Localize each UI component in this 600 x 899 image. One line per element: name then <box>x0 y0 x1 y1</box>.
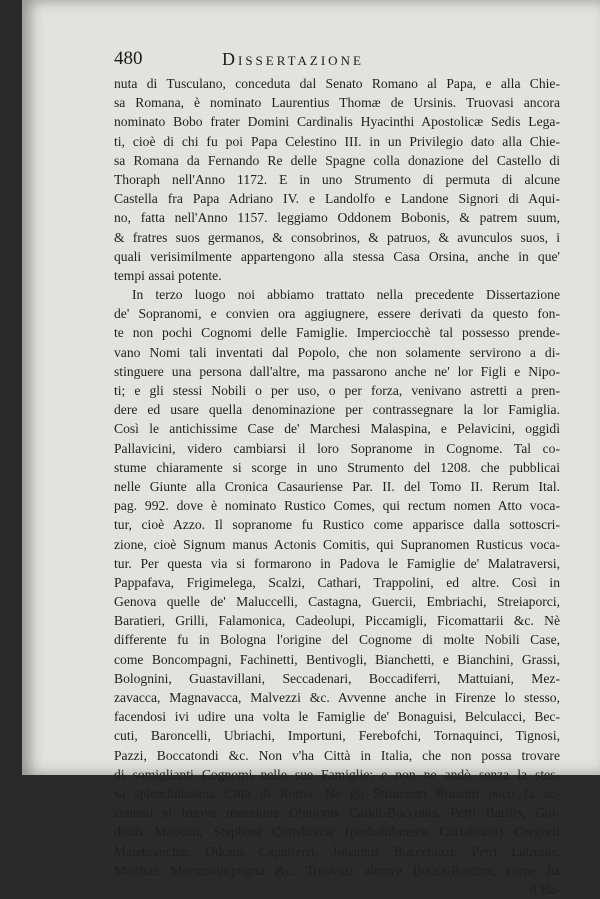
text-line: quali verisimilmente appartengono alla stessa Casa Orsina, anche in que' <box>114 248 560 264</box>
text-line: tur, cioè Azzo. Il sopranome fu Rustico come apparisce dalla sottoscri- <box>114 517 560 533</box>
text-line: facendosi ivi udire una volta le Famiglie de' Bonaguisi, Belculacci, Bec- <box>114 709 560 725</box>
text-line: tempi assai potente. <box>114 267 222 283</box>
text-line: sa Romana, è nominato Laurentius Thomæ de Ursinis. Truovasi ancora <box>114 95 560 111</box>
text-line: Thoraph nell'Anno 1172. E in uno Strumento di permuta di alcune <box>114 171 560 187</box>
text-line: Genova quelle de' Maluccelli, Castagna, Guercii, Embriachi, Streiaporci, <box>114 594 560 610</box>
text-line: nominato Bobo frater Domini Cardinalis Hyacinthi Apostolicæ Sedis Lega- <box>114 114 560 130</box>
catchword-line: il Ba- <box>529 881 560 897</box>
text-line: di somiglianti Cognomi nelle sue Famiglie; e non ne andò senza la stes- <box>114 766 560 782</box>
text-line: Pappafava, Frigimelega, Scalzi, Cathari, Trappolini, ed altre. Così in <box>114 574 560 590</box>
text-line: zione, cioè Signum manus Actonis Comitis, qui Supranomen Rusticus voca- <box>114 536 560 552</box>
text-line: come Boncompagni, Fachinetti, Bentivogli, Bianchetti, e Bianchini, Grassi, <box>114 651 560 667</box>
text-line: ti, cioè di chi fu poi Papa Celestino III. in un Privilegio dato alla Chie- <box>114 133 560 149</box>
text-line: dere ed usare quella denominazione per contrassegnare la lor Famiglia. <box>114 402 560 418</box>
text-line: pag. 992. dove è nominato Rustico Comes, qui rectum nomen Atto voca- <box>114 498 560 514</box>
text-line: Malebranchæ, Odonis Caputferri, Johannis Buccemazi, Petri Latronis, <box>114 843 560 859</box>
paragraph-start-line: In terzo luogo noi abbiamo trattato nella precedente Dissertazione <box>132 287 560 303</box>
text-line: Castella fra Papa Adriano IV. e Landolfo e Landone Signori di Aqui- <box>114 191 560 207</box>
text-line: Baratieri, Grilli, Falamonica, Cadeolupi, Piccamigli, Ficomattarii &c. Nè <box>114 613 560 629</box>
text-line: stume chiaramente si scorge in uno Strumento del 1208. che pubblicai <box>114 459 560 475</box>
body-text <box>114 74 560 899</box>
text-line: donis Mancini, Stephani Cortebracæ (probabilmente Cortabraca) Gregorii <box>114 824 560 840</box>
text-line: Pallavicini, videro cambiarsi il loro Sopranome in Cognome. Tal co- <box>114 440 560 456</box>
text-line: & fratres suos germanos, & consobrinos, & patruos, & avunculos suos, i <box>114 229 560 245</box>
book-page <box>22 0 600 897</box>
text-line: nuta di Tusculano, conceduta dal Senato Romano al Papa, e alla Chie- <box>114 76 560 91</box>
page-header <box>114 48 574 70</box>
text-line: cennati si truova menzione Obitionis Calidi-Bucconis, Petri Barilis, Gui- <box>114 805 560 821</box>
text-line: ti; e gli stessi Nobili o per uso, o per forza, venivano astretti a pren- <box>114 383 560 398</box>
text-line: cuti, Baroncelli, Ubriachi, Importuni, Ferebofchi, Tornaquinci, Tignosi, <box>114 728 560 744</box>
text-line: Pazzi, Boccatondi &c. Non v'ha Città in Italia, che non possa trovare <box>114 747 560 763</box>
text-line: Così le antichissime Case de' Marchesi Malaspina, e Pelavicini, oggidì <box>114 421 560 437</box>
text-line: differente fu in Bologna l'origine del Cognome di molte Nobili Case, <box>114 632 560 648</box>
text-line: de' Sopranomi, e convien ora aggiugnere, essere derivati da questo fon- <box>114 306 560 322</box>
text-line: sa Romana da Fernando Re delle Spagne colla donazione del Castello di <box>114 152 560 168</box>
text-line: te non pochi Cognomi delle Famiglie. Imperciocchè tal possesso prende- <box>114 325 560 341</box>
text-line: Bolognini, Guastavillani, Seccadenari, Boccadiferri, Mattuiani, Mez- <box>114 670 560 686</box>
text-line: zavacca, Magnavacca, Malvezzi &c. Avvenne anche in Firenze lo stesso, <box>114 690 560 705</box>
text-line: sa splendidissima Città di Roma. Ne gli Strumenti Romani poco fa ac- <box>114 785 560 801</box>
text-line: vano Nomi tali inventati dal Popolo, che non solamente servirono a di- <box>114 344 560 360</box>
text-line: tur. Per questa via si formarono in Padova le Famiglie de' Malatraversi, <box>114 555 560 571</box>
page-number: 480 <box>114 48 143 69</box>
text-line: nelle Giunte alla Cronica Casauriense Par. II. del Tomo II. Rerum Ital. <box>114 478 560 494</box>
running-title: Dissertazione <box>222 49 364 69</box>
text-line: no, fatta nell'Anno 1157. leggiamo Oddonem Bobonis, & patrem suum, <box>114 210 560 226</box>
text-line: Matthæi Mecum-in-pugna &c. Truovasi altrove Bocca-Porcina, come ha <box>114 862 560 878</box>
text-line: stinguere una persona dall'altre, ma passarono anche ne' lor Figli e Nipo- <box>114 363 560 379</box>
